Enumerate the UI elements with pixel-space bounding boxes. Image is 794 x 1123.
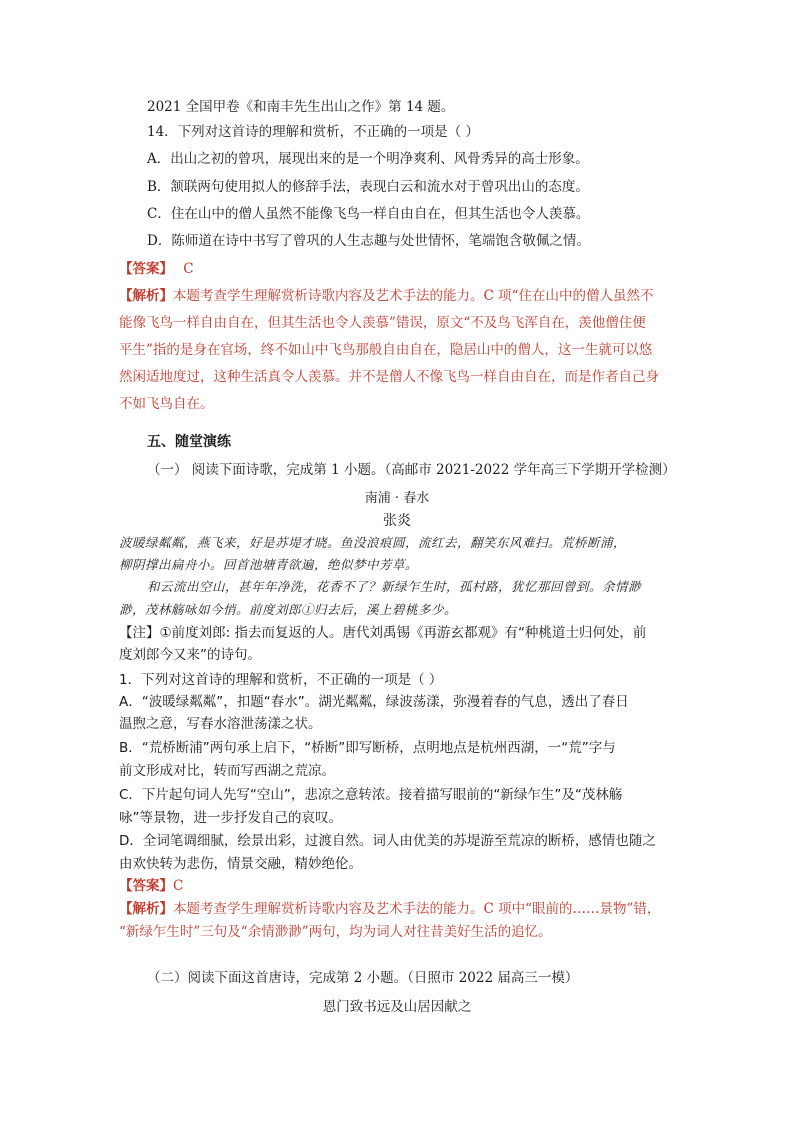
poem-line: 和云流出空山，甚年年净洗，花香不了？新绿乍生时，孤村路，犹忆那回曾到。余情渺 — [147, 579, 642, 594]
q14-option-b: B．颔联两句使用拟人的修辞手法，表现白云和流水对于曾巩出山的态度。 — [147, 179, 589, 195]
q1-stem: 1．下列对这首诗的理解和赏析，不正确的一项是（ ） — [119, 672, 443, 688]
note-line: 度刘郎今又来”的诗句。 — [119, 647, 261, 663]
q14-analysis-line: 不如飞鸟自在。 — [119, 396, 214, 412]
analysis-label: 【解析】 — [119, 288, 173, 304]
answer-label: 【答案】 — [119, 878, 173, 894]
q14-analysis-line: 平生”指的是身在官场，终不如山中飞鸟那般自由自在，隐居山中的僧人，这一生就可以悠 — [119, 342, 653, 358]
poem-author: 张炎 — [383, 513, 411, 529]
part2-title: 恩门致书远及山居因献之 — [322, 999, 472, 1015]
q1-option-line: 前文形成对比，转而写西湖之荒凉。 — [119, 763, 335, 779]
q14-option-c: C．住在山中的僧人虽然不能像飞鸟一样自由自在，但其生活也令人羡慕。 — [147, 206, 590, 222]
answer-value: C — [173, 878, 184, 894]
part1-intro: （一） 阅读下面诗歌，完成第 1 小题。（高邮市 2021-2022 学年高三下学期开学检测） — [147, 462, 676, 478]
q1-option-line: 温煦之意，写春水溶泄荡漾之状。 — [119, 716, 322, 732]
answer-label: 【答案】 — [119, 261, 173, 277]
q14-answer — [119, 260, 194, 278]
section-heading: 五、随堂演练 — [147, 434, 231, 450]
q14-analysis-line — [119, 287, 654, 305]
part2-intro: （二）阅读下面这首唐诗，完成第 2 小题。（日照市 2022 届高三一模） — [147, 970, 579, 986]
note-line: 【注】①前度刘郎: 指去而复返的人。唐代刘禹锡《再游玄都观》有“种桃道士归何处，前 — [119, 625, 647, 641]
q14-stem: 14．下列对这首诗的理解和赏析，不正确的一项是（ ） — [147, 124, 479, 140]
poem-line: 波暖绿粼粼，燕飞来，好是苏堤才晓。鱼没浪痕圆，流红去，翻笑东风难扫。荒桥断浦， — [119, 535, 627, 550]
q1-option-line: C．下片起句词人先写“空山”，悲凉之意转浓。接着描写眼前的“新绿乍生”及“茂林觞 — [119, 787, 623, 803]
analysis-text: 本题考查学生理解赏析诗歌内容及艺术手法的能力。C 项中“眼前的……景物”错， — [173, 901, 661, 917]
q1-answer — [119, 877, 183, 895]
q1-analysis-line — [119, 900, 660, 918]
q1-analysis-line: “新绿乍生时”三句及“余情渺渺”两句，均为词人对往昔美好生活的追忆。 — [119, 924, 552, 940]
analysis-label: 【解析】 — [119, 901, 173, 917]
analysis-text: 本题考查学生理解赏析诗歌内容及艺术手法的能力。C 项“住在山中的僧人虽然不 — [173, 288, 654, 304]
q14-source: 2021 全国甲卷《和南丰先生出山之作》第 14 题。 — [147, 99, 455, 115]
q1-option-line: 由欢快转为悲伤，情景交融，精妙绝伦。 — [119, 856, 362, 872]
poem-line: 渺，茂林觞咏如今悄。前度刘郎①归去后，溪上碧桃多少。 — [119, 602, 458, 617]
q1-option-line: D．全词笔调细腻，绘景出彩，过渡自然。词人由优美的苏堤游至荒凉的断桥，感情也随之 — [119, 833, 656, 849]
poem-line: 柳阴撑出扁舟小。回首池塘青欲遍，绝似梦中芳草。 — [119, 557, 419, 572]
q14-analysis-line: 然闲适地度过，这种生活真令人羡慕。并不是僧人不像飞鸟一样自由自在，而是作者自己身 — [119, 369, 659, 385]
q1-option-line: 咏”等景物，进一步抒发自己的哀叹。 — [119, 810, 342, 826]
poem-title: 南浦 · 春水 — [364, 491, 430, 506]
q14-analysis-line: 能像飞鸟一样自由自在，但其生活也令人羡慕”错误，原文“不及鸟飞浑自在，羡他僧住便 — [119, 315, 646, 331]
q1-option-line: B．“荒桥断浦”两句承上启下，“桥断”即写断桥，点明地点是杭州西湖，一“荒”字与 — [119, 740, 616, 756]
q1-option-line: A．“波暖绿粼粼”，扣题“春水”。湖光粼粼，绿波荡漾，弥漫着春的气息，透出了春日 — [119, 694, 629, 710]
q14-option-d: D．陈师道在诗中书写了曾巩的人生志趣与处世情怀，笔端饱含敬佩之情。 — [147, 233, 590, 249]
answer-value: C — [183, 261, 194, 277]
q14-option-a: A．出山之初的曾巩，展现出来的是一个明净爽利、风骨秀异的高士形象。 — [147, 151, 589, 167]
